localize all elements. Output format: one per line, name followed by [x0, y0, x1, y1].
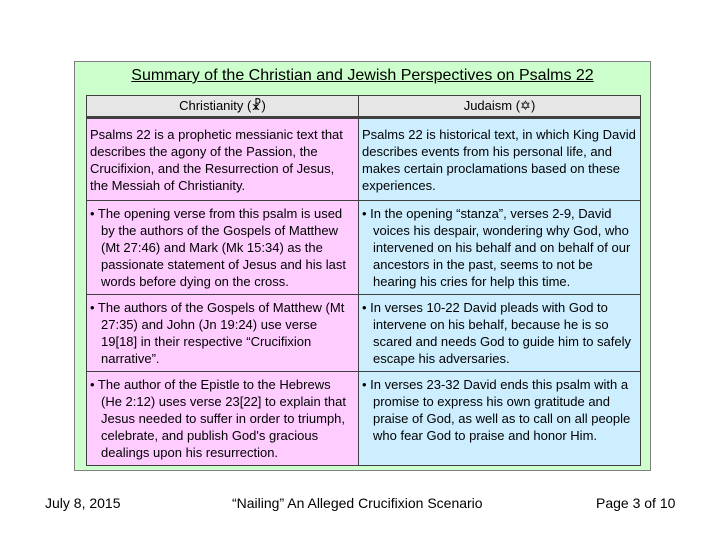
- judaism-cell: • In verses 10-22 David pleads with God to intervene on his behalf, because he is so scared and needs God to guide him to safely escape his adversaries.: [359, 295, 641, 372]
- column-header-christianity: Christianity (☧): [87, 96, 359, 118]
- page-title: Summary of the Christian and Jewish Perspectives on Psalms 22: [131, 67, 594, 84]
- table-row: [87, 118, 641, 201]
- table-header-row: [87, 96, 641, 118]
- footer-page-number: Page 3 of 10: [596, 495, 676, 511]
- christianity-cell: • The authors of the Gospels of Matthew (Mt 27:35) and John (Jn 19:24) use verse 19[18] in their respective “Crucifixion narrative”.: [87, 295, 359, 372]
- summary-panel: [74, 61, 651, 471]
- christianity-cell: Psalms 22 is a prophetic messianic text that describes the agony of the Passion, the Crucifixion, and the Resurrection of Jesus, the Messiah of Christianity.: [87, 118, 359, 201]
- table-row: [87, 372, 641, 466]
- christianity-cell: • The opening verse from this psalm is used by the authors of the Gospels of Matthew (Mt 27:46) and Mark (Mk 15:34) as the passionate statement of Jesus and his last words before dying on the cross.: [87, 201, 359, 295]
- table-row: [87, 201, 641, 295]
- judaism-cell: • In the opening “stanza”, verses 2-9, David voices his despair, wondering why God, who intervened on his behalf and on behalf of our ancestors in the past, seems to not be hearing his cries for help this time.: [359, 201, 641, 295]
- footer-date: July 8, 2015: [45, 495, 121, 511]
- judaism-cell: • In verses 23-32 David ends this psalm with a promise to express his own gratitude and praise of God, as well as to call on all people who fear God to praise and honor Him.: [359, 372, 641, 466]
- christianity-cell: • The author of the Epistle to the Hebrews (He 2:12) uses verse 23[22] to explain that Jesus needed to suffer in order to triumph, celebrate, and publish God's gracious dealings upon his resurrection.: [87, 372, 359, 466]
- column-header-judaism: Judaism (✡): [359, 96, 641, 118]
- judaism-cell: Psalms 22 is historical text, in which King David describes events from his personal life, and makes certain proclamations based on these experiences.: [359, 118, 641, 201]
- table-row: [87, 295, 641, 372]
- footer-title: “Nailing” An Alleged Crucifixion Scenario: [232, 495, 483, 511]
- comparison-table: [86, 95, 641, 466]
